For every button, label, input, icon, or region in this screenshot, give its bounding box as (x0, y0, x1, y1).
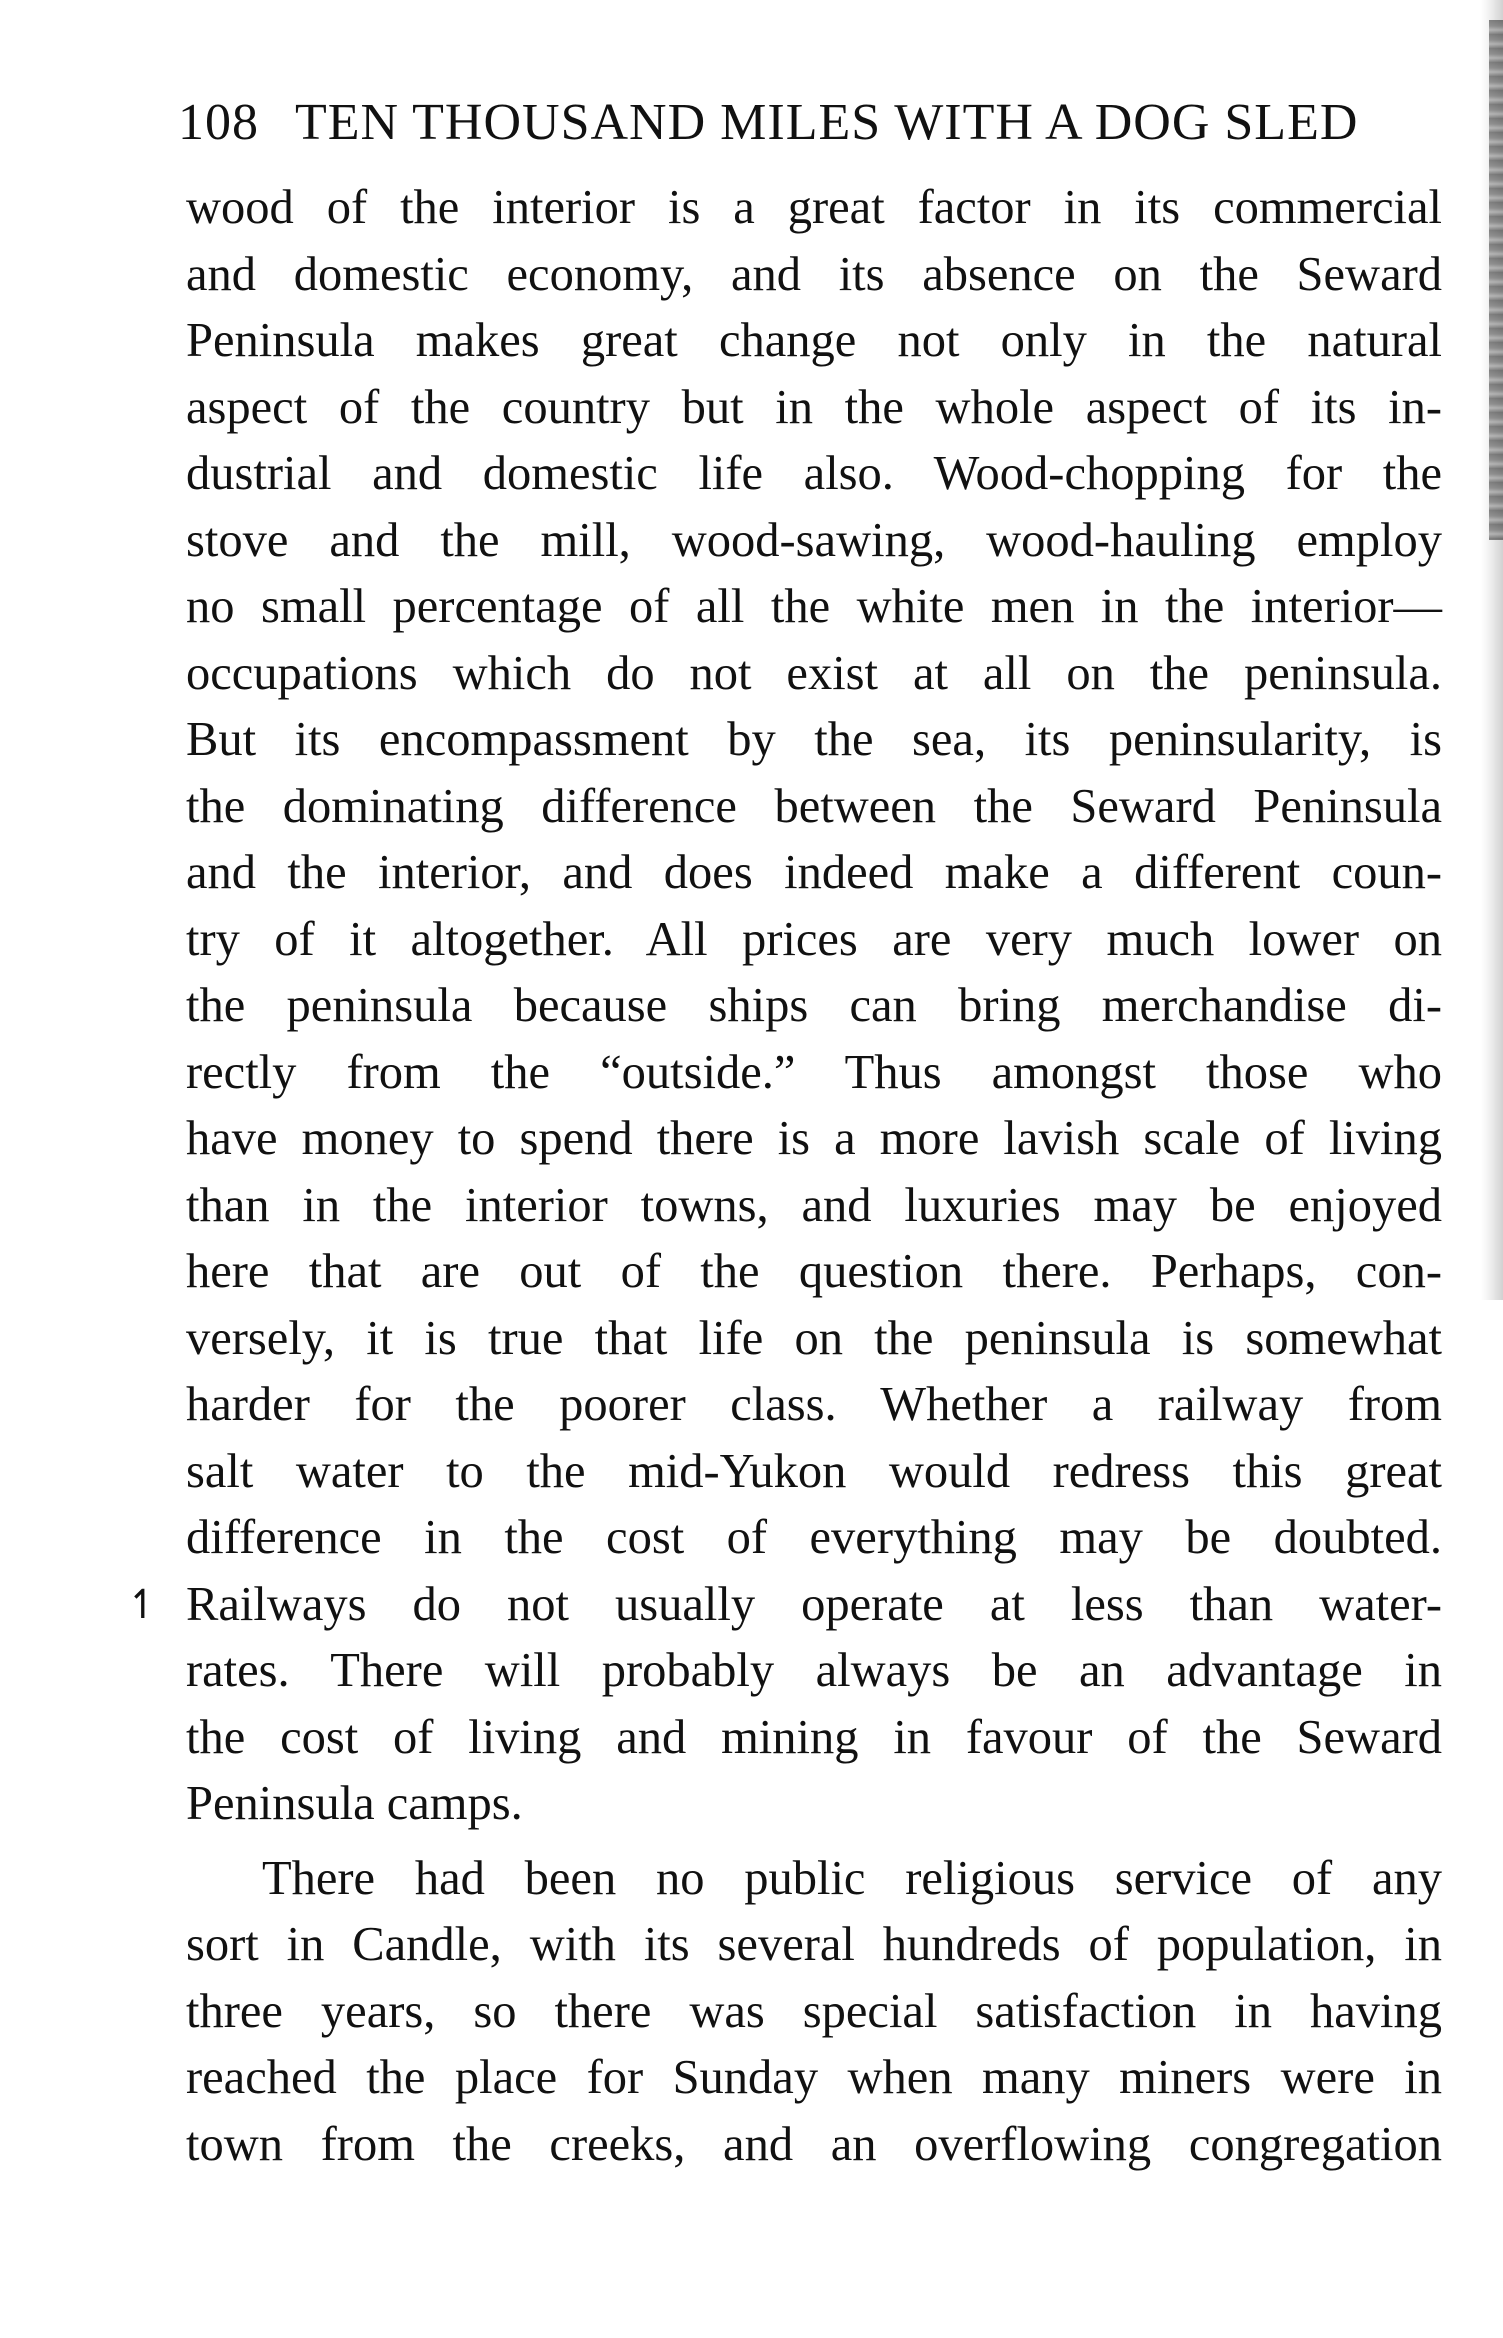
text-line: dustrial and domestic life also. Wood-chopping for the (186, 447, 1442, 500)
text-line: Peninsula camps. (186, 1777, 523, 1830)
text-line: and the interior, and does indeed make a different coun- (186, 846, 1442, 899)
marked-line-wrapper (126, 1572, 1442, 1639)
text-line: wood of the interior is a great factor in its commercial (186, 181, 1442, 234)
text-line: than in the interior towns, and luxuries may be enjoyed (186, 1178, 1442, 1232)
text-line: no small percentage of all the white men in the interior— (186, 580, 1442, 633)
text-line: the cost of living and mining in favour of the Seward (186, 1710, 1442, 1764)
text-line: salt water to the mid-Yukon would redress this great (186, 1444, 1442, 1498)
text-line: Railways do not usually operate at less than water- (186, 1577, 1442, 1631)
text-line: rectly from the “outside.” Thus amongst those who (186, 1045, 1442, 1099)
text-line: reached the place for Sunday when many miners were in (186, 2051, 1442, 2104)
text-line: have money to spend there is a more lavish scale of living (186, 1112, 1442, 1165)
text-line: difference in the cost of everything may be doubted. (186, 1511, 1442, 1564)
page-number: 108 (178, 94, 259, 151)
page-edge-texture (1489, 20, 1503, 540)
text-line: and domestic economy, and its absence on the Seward (186, 247, 1442, 301)
margin-mark: ↿ (126, 1581, 160, 1627)
text-line: But its encompassment by the sea, its peninsularity, is (186, 713, 1442, 766)
text-line: There had been no public religious service of any (262, 1851, 1442, 1905)
text-line: here that are out of the question there. Perhaps, con- (186, 1245, 1442, 1298)
paragraph-gap (186, 1838, 1442, 1846)
text-line: town from the creeks, and an overflowing congregation (186, 2117, 1442, 2171)
text-line: the dominating difference between the Seward Peninsula (186, 779, 1442, 833)
running-header (178, 88, 1408, 158)
text-line: try of it altogether. All prices are very much lower on (186, 912, 1442, 966)
text-line: harder for the poorer class. Whether a railway from (186, 1378, 1442, 1431)
text-line: the peninsula because ships can bring merchandise di- (186, 979, 1442, 1032)
text-line: stove and the mill, wood-sawing, wood-hauling employ (186, 513, 1442, 567)
body-text (126, 175, 1442, 2178)
text-line: sort in Candle, with its several hundreds of population, in (186, 1918, 1442, 1971)
text-line: aspect of the country but in the whole aspect of its in- (186, 380, 1442, 434)
text-line: rates. There will probably always be an advantage in (186, 1644, 1442, 1697)
text-line: occupations which do not exist at all on the peninsula. (186, 646, 1442, 700)
text-line: three years, so there was special satisfaction in having (186, 1984, 1442, 2038)
running-title: TEN THOUSAND MILES WITH A DOG SLED (295, 94, 1359, 151)
text-line: versely, it is true that life on the peninsula is somewhat (186, 1311, 1442, 1365)
text-line: Peninsula makes great change not only in the natural (186, 314, 1442, 367)
paragraph-1 (126, 175, 1442, 1838)
paragraph-2 (186, 1846, 1442, 2179)
